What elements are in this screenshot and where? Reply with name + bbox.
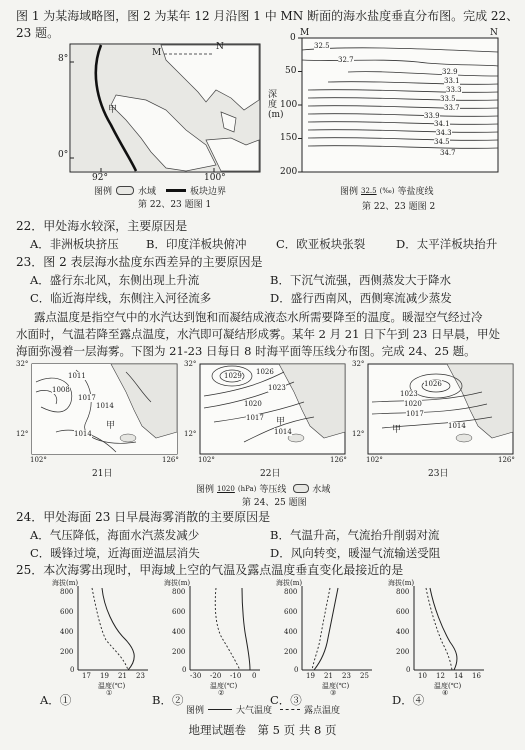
profile-x-label: 温度(℃) (98, 682, 126, 690)
profile-y-tick: 600 (172, 608, 186, 616)
map-date-22: 22日 (260, 469, 281, 479)
fig1-legend (94, 184, 226, 197)
map-lon-right: 126° (330, 456, 347, 464)
profile-y-tick: 800 (284, 588, 298, 596)
fig2-legend-unit: (‰) (379, 186, 395, 195)
fig2-legend-prefix: 图例 (340, 187, 359, 197)
map-lat-bottom: 12° (184, 430, 197, 438)
q25-option-a[interactable]: A．① (40, 693, 72, 707)
contour-label: 33.3 (446, 86, 462, 94)
profile-chart-4 (380, 578, 490, 698)
isobar-label: 1023 (268, 384, 286, 392)
fig2-y-tick-50: 50 (285, 66, 297, 76)
figure-2-salinity (268, 28, 508, 214)
contour-label: 34.3 (436, 129, 452, 137)
profile-y-tick: 200 (60, 648, 74, 656)
map-date-21: 21日 (92, 469, 113, 479)
fig2-caption: 第 22、23 题图 2 (362, 202, 436, 212)
map-region-jia: 甲 (106, 421, 116, 431)
contour-label: 33.9 (424, 112, 440, 120)
isobar-label: 1014 (274, 428, 292, 436)
maps-legend (196, 482, 330, 495)
contour-label: 34.1 (434, 120, 450, 128)
profile-y-label: 海拔(m) (52, 579, 79, 587)
isobar-label: 1026 (424, 380, 442, 388)
profile-y-tick: 800 (396, 588, 410, 596)
map-date-23: 23日 (428, 469, 449, 479)
passage-line-2: 水面时，气温若降至露点温度，水汽即可凝结形成雾。某年 2 月 21 日下午到 23 日早晨，甲处 (16, 327, 501, 341)
map-lon-left: 102° (366, 456, 383, 464)
profile-y-tick: 800 (172, 588, 186, 596)
q25-legend-air: 大气温度 (236, 706, 273, 716)
profile-x-tick: -10 (230, 672, 242, 680)
contour-label: 33.1 (444, 77, 460, 85)
water-swatch-icon (116, 186, 134, 195)
fig2-y-tick-200: 200 (280, 167, 298, 177)
profile-y-tick: 800 (60, 588, 74, 596)
figure-1-map (56, 40, 266, 212)
solid-line-icon (208, 709, 232, 710)
profile-x-tick: 23 (342, 672, 351, 680)
q24-option-c[interactable]: C．暖锋过境，近海面逆温层消失 (30, 546, 200, 560)
q23-stem: 23．图 2 表层海水盐度东西差异的主要原因是 (16, 255, 263, 269)
isobar-label: 1020 (244, 400, 262, 408)
water-swatch-icon (293, 484, 309, 493)
isobar-label: 1026 (256, 368, 274, 376)
profile-y-tick: 400 (284, 628, 298, 636)
map-lon-left: 102° (198, 456, 215, 464)
profile-x-tick: 21 (118, 672, 127, 680)
isobar-label: 1029 (224, 372, 242, 380)
q22-stem: 22．甲处海水较深，主要原因是 (16, 219, 188, 233)
profile-y-tick: 600 (396, 608, 410, 616)
fig1-lat-0: 0° (58, 150, 69, 160)
fig2-y-tick-150: 150 (280, 133, 298, 143)
profile-x-tick: 19 (306, 672, 315, 680)
map-lat-top: 32° (352, 360, 365, 368)
maps-legend-unit: (hPa) (237, 484, 257, 493)
fig2-y-tick-0: 0 (290, 33, 296, 43)
isobar-label: 1014 (96, 402, 114, 410)
passage-line-1: 露点温度是指空气中的水汽达到饱和而凝结成液态水所需要降至的温度。暖湿空气经过冷 (34, 310, 483, 324)
map-lon-left: 102° (30, 456, 47, 464)
fig2-y-tick-100: 100 (280, 100, 298, 110)
q22-option-b[interactable]: B．印度洋板块俯冲 (146, 237, 247, 251)
fig1-legend-water: 水域 (138, 187, 157, 197)
maps-legend-sample: 1020 (217, 484, 235, 493)
profile-y-tick: 0 (406, 666, 411, 674)
isobar-label: 1017 (246, 414, 264, 422)
fig1-point-n: N (216, 42, 224, 52)
map-region-jia: 甲 (276, 417, 286, 427)
profile-x-label: 温度(℃) (210, 682, 238, 690)
profile-chart-1 (44, 578, 154, 698)
profile-x-label: 温度(℃) (322, 682, 350, 690)
maps-legend-isobar: 等压线 (259, 485, 287, 495)
q22-option-c[interactable]: C．欧亚板块张裂 (276, 237, 366, 251)
profile-y-tick: 0 (294, 666, 299, 674)
contour-label: 32.7 (338, 56, 354, 64)
profile-x-tick: 23 (136, 672, 145, 680)
profile-y-tick: 400 (60, 628, 74, 636)
profile-y-tick: 200 (172, 648, 186, 656)
q24-option-d[interactable]: D．风向转变，暖湿气流输送受阻 (270, 546, 441, 560)
fig1-point-m: M (152, 48, 162, 58)
weather-maps (16, 362, 516, 506)
fig2-legend-text: 等盐度线 (397, 187, 434, 197)
profile-chart-num: ④ (442, 689, 449, 697)
profile-x-tick: 0 (252, 672, 257, 680)
contour-label: 32.9 (442, 68, 458, 76)
map-lat-bottom: 12° (16, 430, 29, 438)
isobar-label: 1014 (74, 430, 92, 438)
map-panel-23 (352, 362, 518, 480)
q25-option-b[interactable]: B．② (152, 693, 184, 707)
maps-legend-water: 水域 (312, 485, 331, 495)
isobar-label: 1011 (68, 372, 86, 380)
map-lat-top: 32° (184, 360, 197, 368)
map-lat-top: 32° (16, 360, 29, 368)
maps-caption: 第 24、25 题图 (242, 498, 307, 508)
profile-y-tick: 200 (396, 648, 410, 656)
profile-chart-num: ① (106, 689, 113, 697)
profile-x-tick: 12 (436, 672, 445, 680)
profile-x-tick: -30 (190, 672, 202, 680)
fig2-top-n: N (490, 28, 498, 38)
fig1-lon-92: 92° (92, 173, 108, 183)
map-panel-21 (16, 362, 182, 480)
fig1-legend-boundary: 板块边界 (190, 187, 227, 197)
intro-line-2: 23 题。 (16, 26, 60, 40)
fig1-lon-100: 100° (204, 173, 226, 183)
profile-y-label: 海拔(m) (388, 579, 415, 587)
fig2-y-axis-label: 深度(m) (268, 90, 284, 120)
contour-label: 34.7 (440, 149, 456, 157)
page-footer: 地理试题卷 第 5 页 共 8 页 (188, 723, 337, 737)
isobar-label: 1017 (78, 394, 96, 402)
profile-x-tick: 21 (324, 672, 333, 680)
q25-profile-charts (44, 578, 484, 708)
fig1-region-jia: 甲 (108, 105, 118, 115)
isobar-label: 1008 (52, 386, 70, 394)
q23-option-b[interactable]: B．下沉气流强，西侧蒸发大于降水 (270, 273, 451, 287)
map-panel-22 (184, 362, 350, 480)
profile-x-tick: 19 (100, 672, 109, 680)
profile-x-tick: 14 (454, 672, 463, 680)
profile-chart-num: ③ (330, 689, 337, 697)
plate-boundary-icon (166, 189, 186, 192)
fig2-legend (340, 184, 433, 197)
contour-label: 33.5 (440, 95, 456, 103)
map-region-jia: 甲 (392, 425, 402, 435)
profile-y-tick: 600 (284, 608, 298, 616)
map-lat-bottom: 12° (352, 430, 365, 438)
profile-x-tick: 16 (472, 672, 481, 680)
contour-label: 33.7 (444, 104, 460, 112)
q25-option-d[interactable]: D．④ (392, 693, 425, 707)
profile-x-tick: -20 (210, 672, 222, 680)
profile-y-tick: 600 (60, 608, 74, 616)
fig2-top-m: M (300, 28, 310, 38)
isobar-label: 1020 (404, 400, 422, 408)
profile-x-tick: 17 (82, 672, 91, 680)
q22-option-a[interactable]: A．非洲板块挤压 (30, 237, 119, 251)
profile-chart-2 (156, 578, 266, 698)
q25-option-c[interactable]: C．③ (270, 693, 302, 707)
q25-stem: 25．本次海雾出现时，甲海域上空的气温及露点温度垂直变化最接近的是 (16, 563, 404, 577)
map-lon-right: 126° (162, 456, 179, 464)
intro-line-1: 图 1 为某海域略图，图 2 为某年 12 月沿图 1 中 MN 断面的海水盐度垂直分布图。完成 22、 (16, 9, 519, 23)
profile-x-tick: 10 (418, 672, 427, 680)
q25-legend-dew: 露点温度 (304, 706, 341, 716)
profile-y-tick: 200 (284, 648, 298, 656)
profile-chart-num: ② (218, 689, 225, 697)
maps-legend-prefix: 图例 (196, 485, 215, 495)
passage-line-3: 海面弥漫着一层海雾。下图为 21-23 日每日 8 时海平面等压线分布图。完成 24、25 题。 (16, 344, 476, 358)
contour-label: 32.5 (314, 42, 330, 50)
isobar-label: 1014 (448, 422, 466, 430)
q24-stem: 24．甲处海面 23 日早晨海雾消散的主要原因是 (16, 510, 271, 524)
q23-option-d[interactable]: D．盛行西南风，西侧寒流减少蒸发 (270, 291, 452, 305)
fig1-legend-prefix: 图例 (94, 187, 113, 197)
q22-option-d[interactable]: D．太平洋板块抬升 (396, 237, 498, 251)
contour-label: 34.5 (434, 138, 450, 146)
isobar-label: 1017 (406, 410, 424, 418)
q23-option-c[interactable]: C．临近海岸线，东侧注入河径流多 (30, 291, 212, 305)
profile-x-label: 温度(℃) (434, 682, 462, 690)
profile-y-tick: 400 (396, 628, 410, 636)
q25-legend (186, 703, 340, 716)
fig1-lat-8: 8° (58, 54, 69, 64)
fig2-legend-sample: 32.5 (361, 186, 377, 195)
profile-chart-3 (268, 578, 378, 698)
map-lon-right: 126° (498, 456, 515, 464)
isobar-label: 1023 (400, 390, 418, 398)
q24-option-a[interactable]: A．气压降低，海面水汽蒸发减少 (30, 528, 200, 542)
profile-y-tick: 400 (172, 628, 186, 636)
q23-option-a[interactable]: A．盛行东北风，东侧出现上升流 (30, 273, 200, 287)
q25-legend-prefix: 图例 (186, 706, 205, 716)
q24-option-b[interactable]: B．气温升高，气流抬升削弱对流 (270, 528, 440, 542)
profile-y-tick: 0 (70, 666, 75, 674)
dotted-line-icon (280, 709, 300, 710)
profile-y-label: 海拔(m) (164, 579, 191, 587)
profile-y-label: 海拔(m) (276, 579, 303, 587)
profile-x-tick: 25 (360, 672, 369, 680)
fig1-caption: 第 22、23 题图 1 (138, 200, 212, 210)
profile-y-tick: 0 (182, 666, 187, 674)
